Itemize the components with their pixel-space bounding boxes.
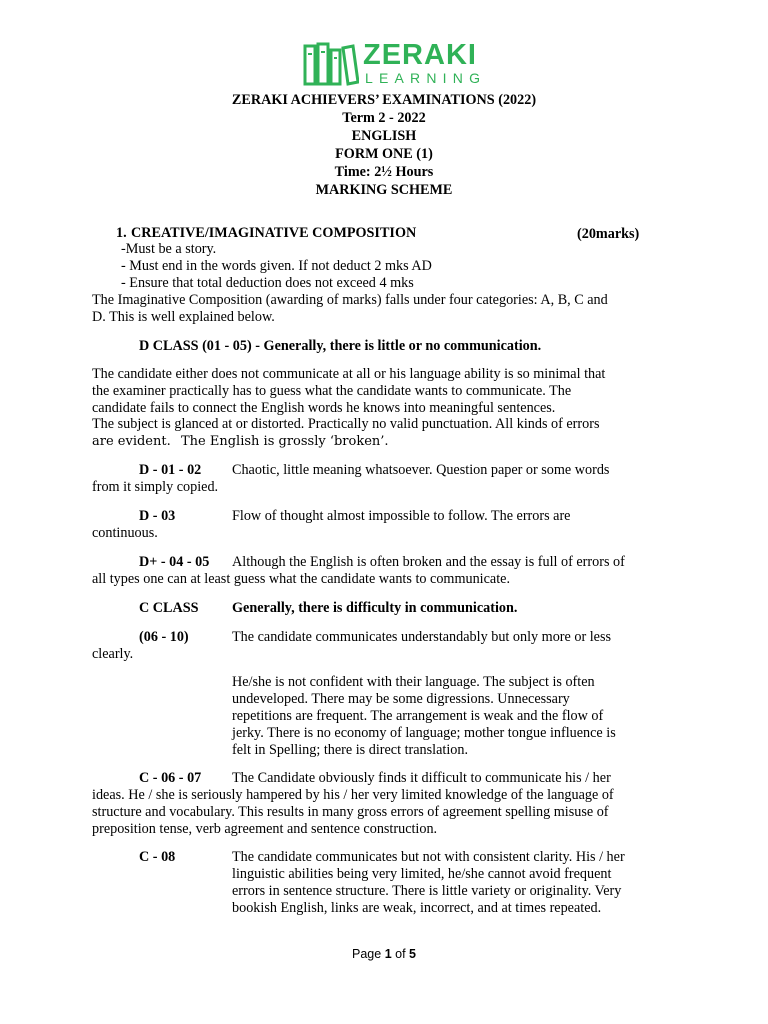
logo-tagline: LEARNING <box>365 70 487 86</box>
d-plus-04-05-code: D+ - 04 - 05 <box>139 554 210 570</box>
d-class-desc-line: the examiner practically has to guess what the candidate wants to communicate. The <box>92 383 572 399</box>
c-class-label: C CLASS <box>139 600 199 616</box>
d-03-text-cont: continuous. <box>92 525 158 541</box>
c-06-07-text-cont: preposition tense, verb agreement and sentence construction. <box>92 821 438 837</box>
c-class-heading: Generally, there is difficulty in communication. <box>232 600 518 616</box>
c-range-text: The candidate communicates understandably but only more or less <box>232 629 612 645</box>
c-08-text: bookish English, links are weak, incorrect, and at times repeated. <box>232 900 602 916</box>
c-range-code: (06 - 10) <box>139 629 189 645</box>
d-03-code: D - 03 <box>139 508 176 524</box>
intro-line: D. This is well explained below. <box>92 309 275 325</box>
d-class-heading: D CLASS (01 - 05) - Generally, there is little or no communication. <box>139 338 542 354</box>
bullet-item: - Ensure that total deduction does not exceed 4 mks <box>121 275 414 291</box>
d-class-desc-line: The candidate either does not communicate at all or his language ability is so minimal that <box>92 366 606 382</box>
c-para-line: He/she is not confident with their language. The subject is often <box>232 674 595 690</box>
d-03-text: Flow of thought almost impossible to follow. The errors are <box>232 508 571 524</box>
c-08-text: linguistic abilities being very limited, he/she cannot avoid frequent <box>232 866 612 882</box>
c-range-text-cont: clearly. <box>92 646 134 662</box>
exam-subject: ENGLISH <box>351 128 417 144</box>
page-number: 1 <box>384 947 392 961</box>
zeraki-logo <box>303 40 503 88</box>
c-08-code: C - 08 <box>139 849 176 865</box>
intro-line: The Imaginative Composition (awarding of marks) falls under four categories: A, B, C and <box>92 292 608 308</box>
exam-form: FORM ONE (1) <box>335 146 433 162</box>
c-para-line: felt in Spelling; there is direct translation. <box>232 742 469 758</box>
d-class-desc-line: The subject is glanced at or distorted. Practically no valid punctuation. All kinds of errors <box>92 416 600 432</box>
page-total: 5 <box>409 947 416 961</box>
c-06-07-code: C - 06 - 07 <box>139 770 202 786</box>
bullet-item: -Must be a story. <box>121 241 217 257</box>
section-marks: (20marks) <box>577 226 640 242</box>
of-word: of <box>395 947 406 961</box>
d-plus-04-05-text-cont: all types one can at least guess what the candidate wants to communicate. <box>92 571 510 587</box>
page-word: Page <box>352 947 382 961</box>
exam-title: ZERAKI ACHIEVERS’ EXAMINATIONS (2022) <box>231 92 537 108</box>
c-08-text: The candidate communicates but not with consistent clarity. His / her <box>232 849 625 865</box>
doc-title: MARKING SCHEME <box>315 182 453 198</box>
books-icon <box>303 42 359 86</box>
c-06-07-text-cont: structure and vocabulary. This results in many gross errors of agreement spelling misuse of <box>92 804 609 820</box>
c-para-line: repetitions are frequent. The arrangement is weak and the flow of <box>232 708 604 724</box>
exam-term: Term 2 - 2022 <box>342 110 426 126</box>
d-class-desc-broken: The English is grossly ‘broken’. <box>181 434 389 449</box>
d-01-02-text: Chaotic, little meaning whatsoever. Question paper or some words <box>232 462 610 478</box>
d-01-02-text-cont: from it simply copied. <box>92 479 219 495</box>
d-class-desc-evident: are evident. <box>92 434 171 449</box>
exam-time: Time: 2½ Hours <box>334 164 434 180</box>
d-01-02-code: D - 01 - 02 <box>139 462 202 478</box>
d-class-desc-line: candidate fails to connect the English words he knows into meaningful sentences. <box>92 400 556 416</box>
section-number: 1. <box>116 225 127 241</box>
c-para-line: jerky. There is no economy of language; mother tongue influence is <box>232 725 616 741</box>
c-08-text: errors in sentence structure. There is little variety or originality. Very <box>232 883 622 899</box>
bullet-item: - Must end in the words given. If not deduct 2 mks AD <box>121 258 432 274</box>
c-06-07-text: The Candidate obviously finds it difficult to communicate his / her <box>232 770 611 786</box>
d-plus-04-05-text: Although the English is often broken and the essay is full of errors of <box>232 554 625 570</box>
page-footer <box>0 947 768 961</box>
c-06-07-text-cont: ideas. He / she is seriously hampered by his / her very limited knowledge of the language of <box>92 787 614 803</box>
c-para-line: undeveloped. There may be some digressions. Unnecessary <box>232 691 570 707</box>
logo-brand: ZERAKI <box>363 39 477 71</box>
section-title: CREATIVE/IMAGINATIVE COMPOSITION <box>131 225 417 241</box>
